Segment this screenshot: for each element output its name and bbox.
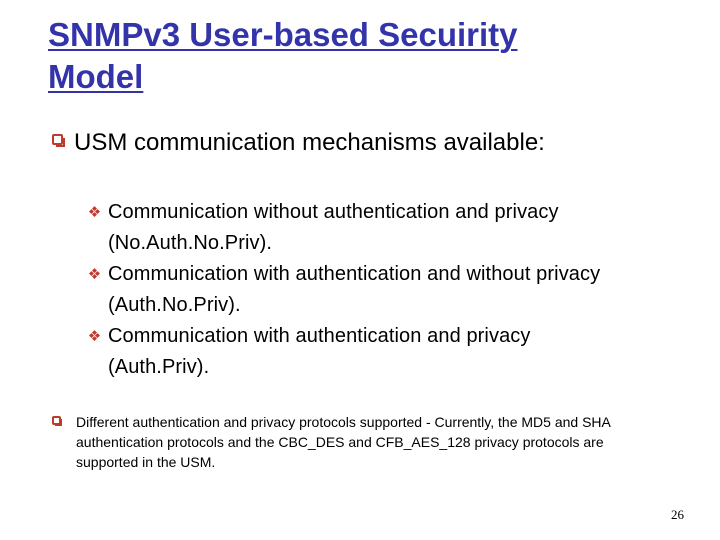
square-bullet-icon <box>52 134 63 145</box>
main-bullet <box>52 128 612 158</box>
sub-bullet <box>86 259 606 321</box>
main-bullet-text: USM communication mechanisms available: <box>74 129 545 156</box>
v-bullet-icon: ❖ <box>87 203 102 221</box>
sub-bullet-list <box>86 197 606 383</box>
v-bullet-icon: ❖ <box>87 327 102 345</box>
sub-bullet-text: Communication without authentication and privacy (No.Auth.No.Priv). <box>108 201 559 254</box>
slide-title: SNMPv3 User-based Secuirity Model <box>48 16 518 95</box>
protocols-bullet <box>52 412 612 472</box>
v-bullet-icon: ❖ <box>87 265 102 283</box>
protocols-note-text: Different authentication and privacy protocols supported - Currently, the MD5 and SHA authentication protocols and the CBC_DES and CFB_AES_128 privacy protocols are supported in the USM. <box>76 414 611 470</box>
sub-bullet-text: Communication with authentication and without privacy (Auth.No.Priv). <box>108 263 601 316</box>
sub-bullet <box>86 321 606 383</box>
sub-bullet <box>86 197 606 259</box>
square-bullet-icon <box>52 416 61 425</box>
sub-bullet-text: Communication with authentication and privacy (Auth.Priv). <box>108 325 531 378</box>
page-number: 26 <box>671 507 684 522</box>
